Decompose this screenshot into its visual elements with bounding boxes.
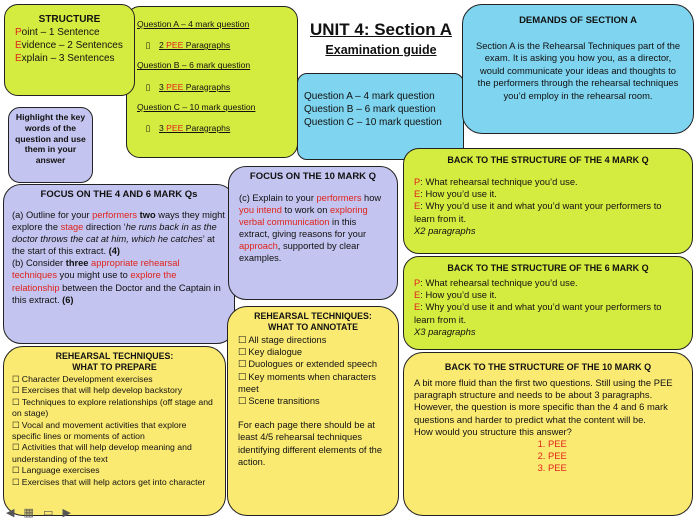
focus-4-6-part-a: (a) Outline for your performers two ways they might explore the stage direction ‘he runs back in as the doctor throws the cat at him, which he catches’ at the start of this extract. (4): [12, 210, 225, 257]
viewer-controls: [6, 506, 77, 519]
demands-box: [462, 4, 694, 134]
back-6-point: P: What rehearsal technique you’d use.: [414, 277, 578, 288]
mid-question-c: Question C – 10 mark question: [304, 117, 442, 128]
highlight-note-text: Highlight the key words of the question and use them in your answer: [15, 112, 86, 166]
list-item: ☐ Scene transitions: [238, 395, 388, 407]
list-item: ☐ Key dialogue: [238, 346, 388, 358]
checkbox-icon: ▯: [145, 81, 151, 92]
back-4-evidence: E: How you’d use it.: [414, 188, 497, 200]
back-6-evidence: E: How you’d use it.: [414, 289, 497, 301]
back-10-heading: BACK TO THE STRUCTURE OF THE 10 MARK Q: [444, 362, 652, 372]
list-item: ☐ Character Development exercises: [12, 374, 217, 385]
prepare-heading-1: REHEARSAL TECHNIQUES:: [55, 351, 174, 361]
questions-list-box: [126, 6, 298, 158]
single-page-icon[interactable]: ▭: [43, 507, 54, 519]
focus-4-6-heading: FOCUS ON THE 4 AND 6 MARK Qs: [40, 189, 198, 200]
back-6-heading: BACK TO THE STRUCTURE OF THE 6 MARK Q: [447, 263, 649, 273]
title-sub: Examination guide: [325, 43, 437, 57]
question-c-paragraphs: ▯ 3 PEE Paragraphs: [137, 123, 287, 134]
list-item: ☐ Key moments when characters meet: [238, 371, 388, 395]
checkbox-icon: ▯: [145, 40, 151, 51]
back-4-mark-box: [403, 148, 693, 254]
demands-text: Section A is the Rehearsal Techniques part of the exam. It is asking you how you, as a director, would communicate your ideas and thoughts to the performers through the rehearsal techniques you’d employ in the rehearsal room.: [475, 40, 681, 101]
next-page-icon[interactable]: ▶: [62, 507, 71, 519]
question-a-group: [137, 19, 287, 51]
prepare-box: [3, 346, 226, 516]
page-title: [298, 20, 464, 57]
question-c-label: Question C – 10 mark question: [137, 101, 256, 112]
list-item: 3. PEE: [548, 462, 682, 474]
structure-evidence: Evidence – 2 Sentences: [15, 40, 123, 52]
highlight-note-box: [8, 107, 93, 183]
list-item: ☐ Vocal and movement activities that explore specific lines or moments of action: [12, 420, 217, 443]
list-item: ☐ Activities that will help develop meaning and understanding of the text: [12, 442, 217, 465]
back-6-mark-box: [403, 256, 693, 350]
back-6-explain: E: Why you’d use it and what you’d want your performers to learn from it.: [414, 301, 662, 325]
back-4-explain: E: Why you’d use it and what you’d want your performers to learn from it.: [414, 200, 662, 224]
focus-4-6-part-b: (b) Consider three appropriate rehearsal techniques you might use to explore the relationship between the Doctor and the Captain in this extract. (6): [12, 258, 221, 305]
structure-box: [4, 4, 135, 96]
back-10-text: A bit more fluid than the first two questions. Still using the PEE paragraph structure and needs to be about 3 paragraphs. However, the question is more specific than the 4 and 6 mark questions and harder to predict what the content will be.: [414, 377, 673, 425]
list-item: 1. PEE: [548, 438, 682, 450]
back-6-note: X3 paragraphs: [414, 325, 476, 337]
focus-4-6-box: [3, 184, 235, 344]
focus-10-box: [228, 166, 398, 300]
annotate-heading-2: WHAT TO ANNOTATE: [268, 321, 358, 332]
list-item: ☐ All stage directions: [238, 334, 388, 346]
question-a-label: Question A – 4 mark question: [137, 19, 250, 29]
back-10-mark-box: [403, 352, 693, 516]
mid-questions-box: [297, 73, 464, 160]
previous-page-icon[interactable]: ◀: [6, 507, 15, 519]
structure-heading: STRUCTURE: [38, 14, 101, 25]
structure-point: Point – 1 Sentence: [15, 27, 100, 39]
focus-10-heading: FOCUS ON THE 10 MARK Q: [249, 171, 377, 182]
annotate-list: [238, 334, 388, 407]
list-item: ☐ Exercises that will help actors get into character: [12, 477, 217, 488]
question-b-group: [137, 60, 287, 92]
back-4-point: P: What rehearsal technique you’d use.: [414, 176, 578, 187]
list-item: ☐ Exercises that will help develop backstory: [12, 385, 217, 396]
checkbox-icon: ▯: [145, 123, 151, 134]
annotate-note: For each page there should be at least 4/5 rehearsal techniques identifying different elements of the action.: [238, 420, 383, 467]
structure-explain: Explain – 3 Sentences: [15, 53, 115, 65]
question-c-group: [137, 102, 287, 134]
question-b-paragraphs: ▯ 3 PEE Paragraphs: [137, 82, 287, 93]
question-a-paragraphs: ▯ 2 PEE Paragraphs: [137, 40, 287, 51]
list-item: 2. PEE: [548, 450, 682, 462]
title-main: UNIT 4: Section A: [310, 20, 452, 39]
annotate-box: [227, 306, 399, 516]
annotate-heading-1: REHEARSAL TECHNIQUES:: [254, 311, 372, 321]
list-item: ☐ Techniques to explore relationships (off stage and on stage): [12, 397, 217, 420]
mid-question-a: Question A – 4 mark question: [304, 91, 435, 102]
back-4-heading: BACK TO THE STRUCTURE OF THE 4 MARK Q: [447, 155, 649, 165]
back-10-list: [536, 438, 682, 475]
grid-view-icon[interactable]: ▦: [23, 507, 34, 519]
demands-heading: DEMANDS OF SECTION A: [519, 15, 637, 26]
prepare-heading-2: WHAT TO PREPARE: [72, 361, 157, 372]
prepare-list: [12, 374, 217, 488]
list-item: ☐ Duologues or extended speech: [238, 358, 388, 370]
focus-10-text: (c) Explain to your performers how you intend to work on exploring verbal communication in this extract, giving reasons for your approach, supported by clear examples.: [239, 193, 382, 264]
question-b-label: Question B – 6 mark question: [137, 60, 251, 71]
list-item: ☐ Language exercises: [12, 465, 217, 476]
back-4-note: X2 paragraphs: [414, 224, 476, 236]
mid-question-b: Question B – 6 mark question: [304, 104, 436, 115]
back-10-ask: How would you structure this answer?: [414, 425, 572, 437]
